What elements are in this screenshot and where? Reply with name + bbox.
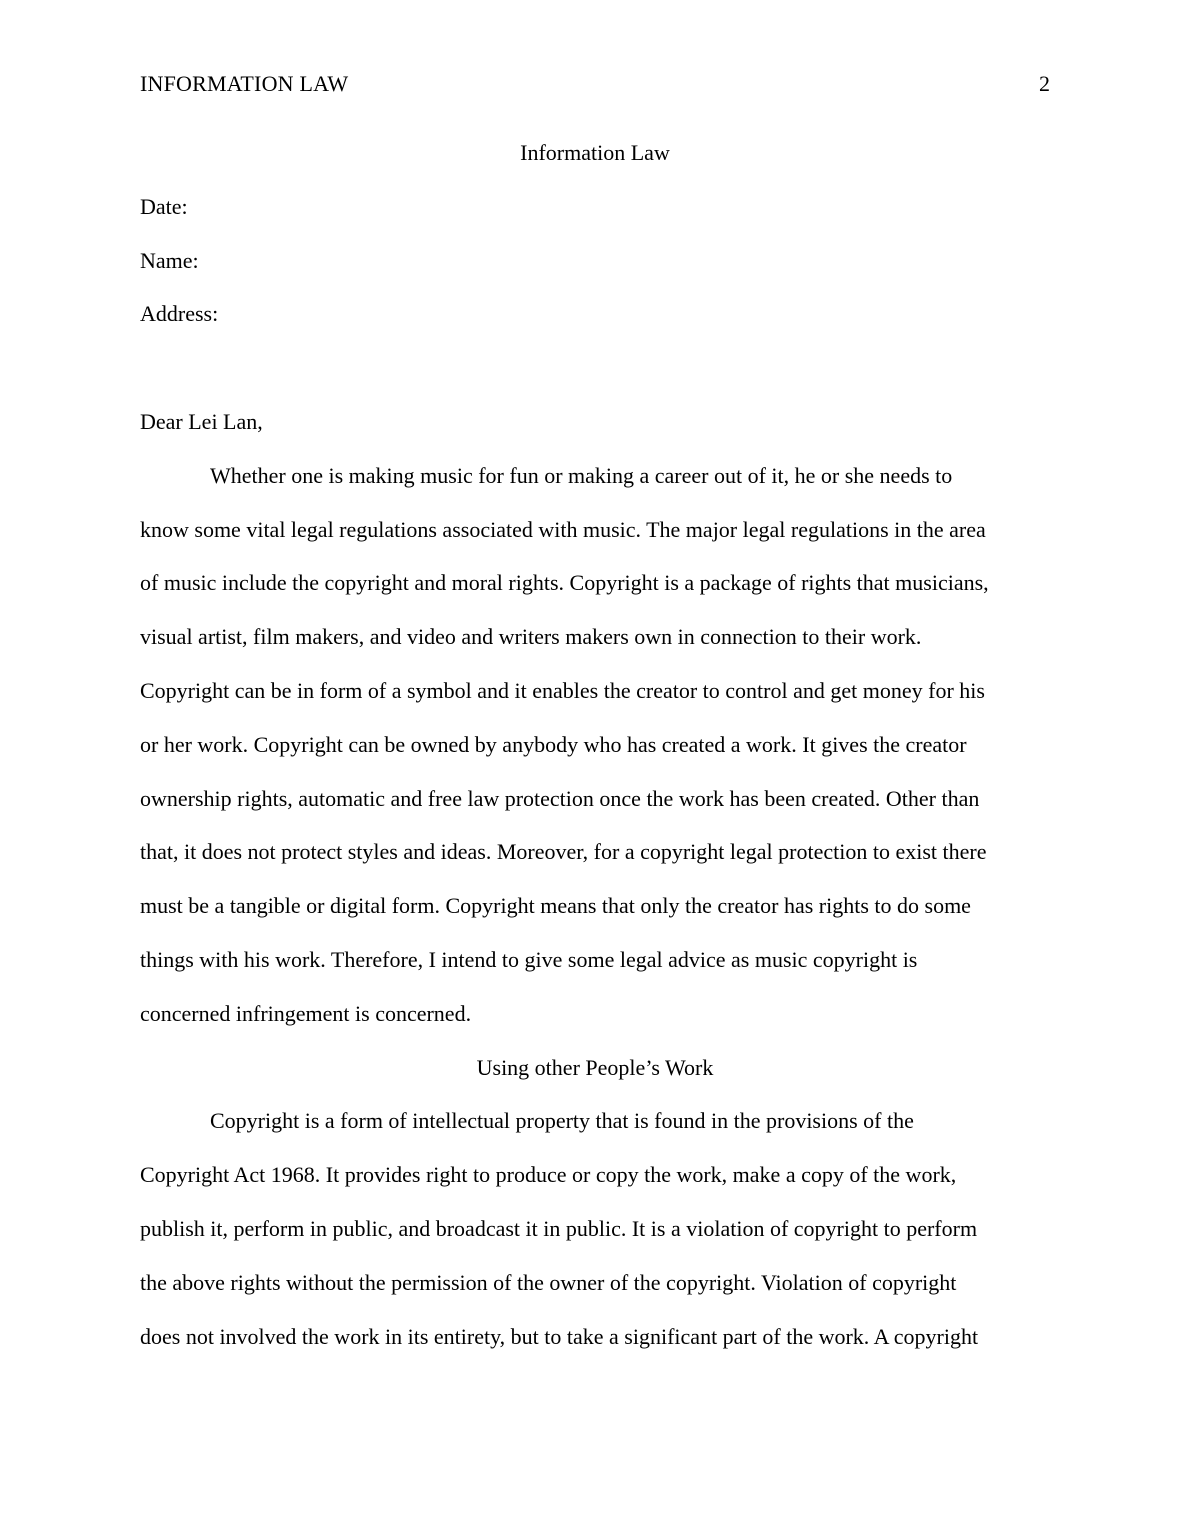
paragraph-line: concerned infringement is concerned. xyxy=(140,1000,472,1026)
address-label: Address: xyxy=(140,301,219,327)
paragraph-intro xyxy=(140,449,1050,1041)
paragraph-line: or her work. Copyright can be owned by anybody who has created a work. It gives the creator xyxy=(140,731,967,757)
salutation: Dear Lei Lan, xyxy=(140,408,263,434)
document-title: Information Law xyxy=(520,140,670,165)
paragraph-line: must be a tangible or digital form. Copyright means that only the creator has rights to do some xyxy=(140,893,971,919)
paragraph-line: the above rights without the permission of the owner of the copyright. Violation of copyright xyxy=(140,1269,957,1295)
section-heading: Using other People’s Work xyxy=(476,1054,714,1080)
date-label: Date: xyxy=(140,193,188,219)
paragraph-line: visual artist, film makers, and video and writers makers own in connection to their work. xyxy=(140,624,922,650)
paragraph-line: that, it does not protect styles and ideas. Moreover, for a copyright legal protection to exist there xyxy=(140,839,987,865)
blank-line xyxy=(140,341,1050,395)
paragraph-line: does not involved the work in its entirety, but to take a significant part of the work. A copyright xyxy=(140,1323,979,1349)
paragraph-line: Whether one is making music for fun or making a career out of it, he or she needs to xyxy=(210,462,953,488)
document-body xyxy=(140,126,1050,1363)
page-number: 2 xyxy=(1039,71,1050,96)
paragraph-line: of music include the copyright and moral rights. Copyright is a package of rights that musicians, xyxy=(140,570,989,596)
paragraph-line: Copyright can be in form of a symbol and it enables the creator to control and get money for his xyxy=(140,677,985,703)
running-head: INFORMATION LAW xyxy=(140,71,349,96)
name-label: Name: xyxy=(140,247,199,273)
paragraph-line: know some vital legal regulations associated with music. The major legal regulations in the area xyxy=(140,516,986,542)
paragraph-line: publish it, perform in public, and broadcast it in public. It is a violation of copyright to perform xyxy=(140,1215,978,1241)
paragraph-line: Copyright is a form of intellectual property that is found in the provisions of the xyxy=(210,1108,914,1134)
paragraph-line: Copyright Act 1968. It provides right to produce or copy the work, make a copy of the work, xyxy=(140,1162,957,1188)
paragraph-copyright xyxy=(140,1094,1050,1363)
paragraph-line: things with his work. Therefore, I intend to give some legal advice as music copyright is xyxy=(140,946,918,972)
paragraph-line: ownership rights, automatic and free law protection once the work has been created. Other than xyxy=(140,785,980,811)
